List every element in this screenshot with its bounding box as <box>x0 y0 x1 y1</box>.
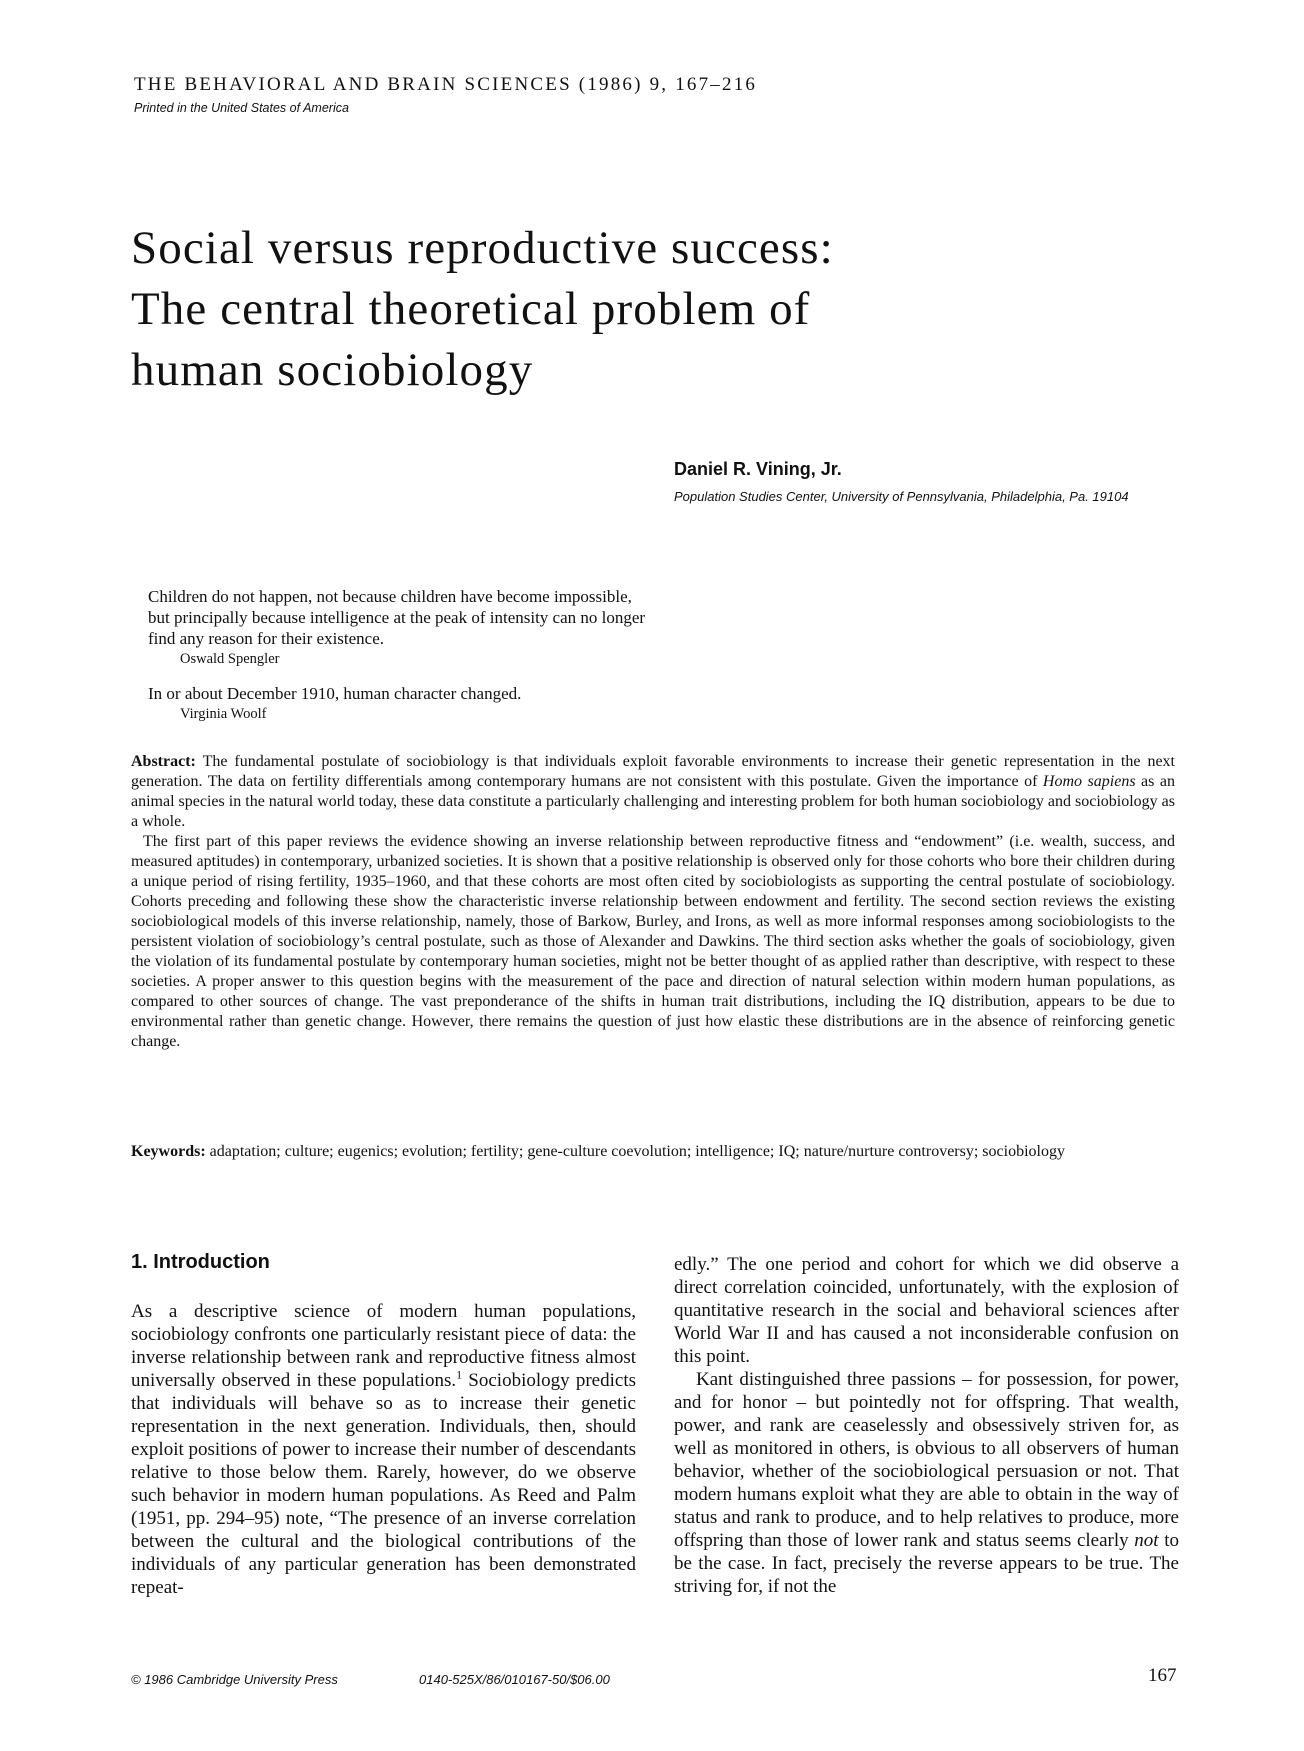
title-line-1: Social versus reproductive success: <box>131 222 834 274</box>
keywords-list: adaptation; culture; eugenics; evolution; fertility; gene-culture coevolution; intelligence; IQ; nature/nurture controversy; sociobiology <box>205 1143 1065 1160</box>
body-paragraph: As a descriptive science of modern human populations, sociobiology confronts one particularly resistant piece of data: the inverse relationship between rank and reproductive fitness almost universally observed in these populations.$^1$ Sociobiology predicts that individuals will behave so as to increase their genetic representation in the next generation. Individuals, then, should exploit positions of power to increase their number of descendants relative to those below them. Rarely, however, do we observe such behavior in modern human populations. As Reed and Palm (1951, pp. 294–95) note, “The presence of an inverse correlation between the cultural and the biological contributions of the individuals of any particular generation has been demonstrated repeat- <box>131 1301 636 1598</box>
keywords <box>131 1142 1175 1162</box>
title-line-2: The central theoretical problem of <box>131 283 811 335</box>
author-name: Daniel R. Vining, Jr. <box>674 459 842 479</box>
epigraphs <box>148 586 648 725</box>
article-title <box>131 218 1131 401</box>
keywords-label: Keywords: <box>131 1143 206 1160</box>
article-code: 0140-525X/86/010167-50/$06.00 <box>419 1672 610 1687</box>
body-paragraph: edly.” The one period and cohort for which we did observe a direct correlation coincided, unfortunately, with the explosion of quantitative research in the social and behavioral sciences after World War II and has caused a not inconsiderable confusion on this point. <box>674 1254 1179 1367</box>
abstract-label: Abstract: <box>131 753 196 770</box>
abstract-paragraph: Abstract: The fundamental postulate of sociobiology is that individuals exploit favorable environments to increase their genetic representation in the next generation. The data on fertility differentials among contemporary humans are not consistent with this postulate. Given the importance of Homo sapiens as an animal species in the natural world today, these data constitute a particularly challenging and interesting problem for both human sociobiology and sociobiology as a whole. <box>131 753 1176 830</box>
epigraph-attribution: Virginia Woolf <box>180 706 267 722</box>
species-name: Homo sapiens <box>1042 773 1136 790</box>
title-line-3: human sociobiology <box>131 344 534 396</box>
body-column-right <box>674 1253 1179 1598</box>
epigraph-attribution: Oswald Spengler <box>180 651 280 667</box>
page-number: 167 <box>1148 1665 1177 1686</box>
abstract <box>131 752 1175 1052</box>
epigraph-text: Children do not happen, not because children have become impossible, but principally because intelligence at the peak of intensity can no longer find any reason for their existence. <box>148 587 646 648</box>
printed-note: Printed in the United States of America <box>134 101 349 115</box>
epigraph-text: In or about December 1910, human character changed. <box>148 684 522 703</box>
section-heading: 1. Introduction <box>131 1251 270 1273</box>
footnote-ref[interactable]: 1 <box>456 1367 463 1382</box>
abstract-paragraph: The first part of this paper reviews the evidence showing an inverse relationship between reproductive fitness and “endowment” (i.e. wealth, success, and measured aptitudes) in contemporary, urbanized societies. It is shown that a positive relationship is observed only for those cohorts who bore their children during a unique period of rising fertility, 1935–1960, and that these cohorts are most often cited by sociobiologists as supporting the central postulate of sociobiology. Cohorts preceding and following these show the characteristic inverse relationship between endowment and fertility. The second section reviews the existing sociobiological models of this inverse relationship, namely, those of Barkow, Burley, and Irons, as well as more informal responses among sociobiologists to the persistent violation of sociobiology’s central postulate, such as those of Alexander and Dawkins. The third section asks whether the goals of sociobiology, given the violation of its fundamental postulate by contemporary human societies, might not be better thought of as applied rather than descriptive, with respect to these societies. A proper answer to this question begins with the measurement of the pace and direction of natural selection within modern human populations, as compared to other sources of change. The vast preponderance of the shifts in human trait distributions, including the IQ distribution, appears to be due to environmental rather than genetic change. However, there remains the question of just how elastic these distributions are in the absence of reinforcing genetic change. <box>131 833 1175 1050</box>
journal-header: THE BEHAVIORAL AND BRAIN SCIENCES (1986) 9, 167–216 <box>134 74 758 95</box>
author-affiliation: Population Studies Center, University of Pennsylvania, Philadelphia, Pa. 19104 <box>674 489 1129 504</box>
body-column-left <box>131 1250 636 1599</box>
copyright-line: © 1986 Cambridge University Press <box>131 1672 338 1687</box>
body-paragraph: Kant distinguished three passions – for possession, for power, and for honor – but pointedly not for offspring. That wealth, power, and rank are ceaselessly and obsessively striven for, as well as monitored in others, is obvious to all observers of human behavior, whether of the sociobiological persuasion or not. That modern humans exploit what they are able to obtain in the way of status and rank to produce, and to help relatives to produce, more offspring than those of lower rank and status seems clearly not to be the case. In fact, precisely the reverse appears to be true. The striving for, if not the <box>674 1369 1180 1597</box>
